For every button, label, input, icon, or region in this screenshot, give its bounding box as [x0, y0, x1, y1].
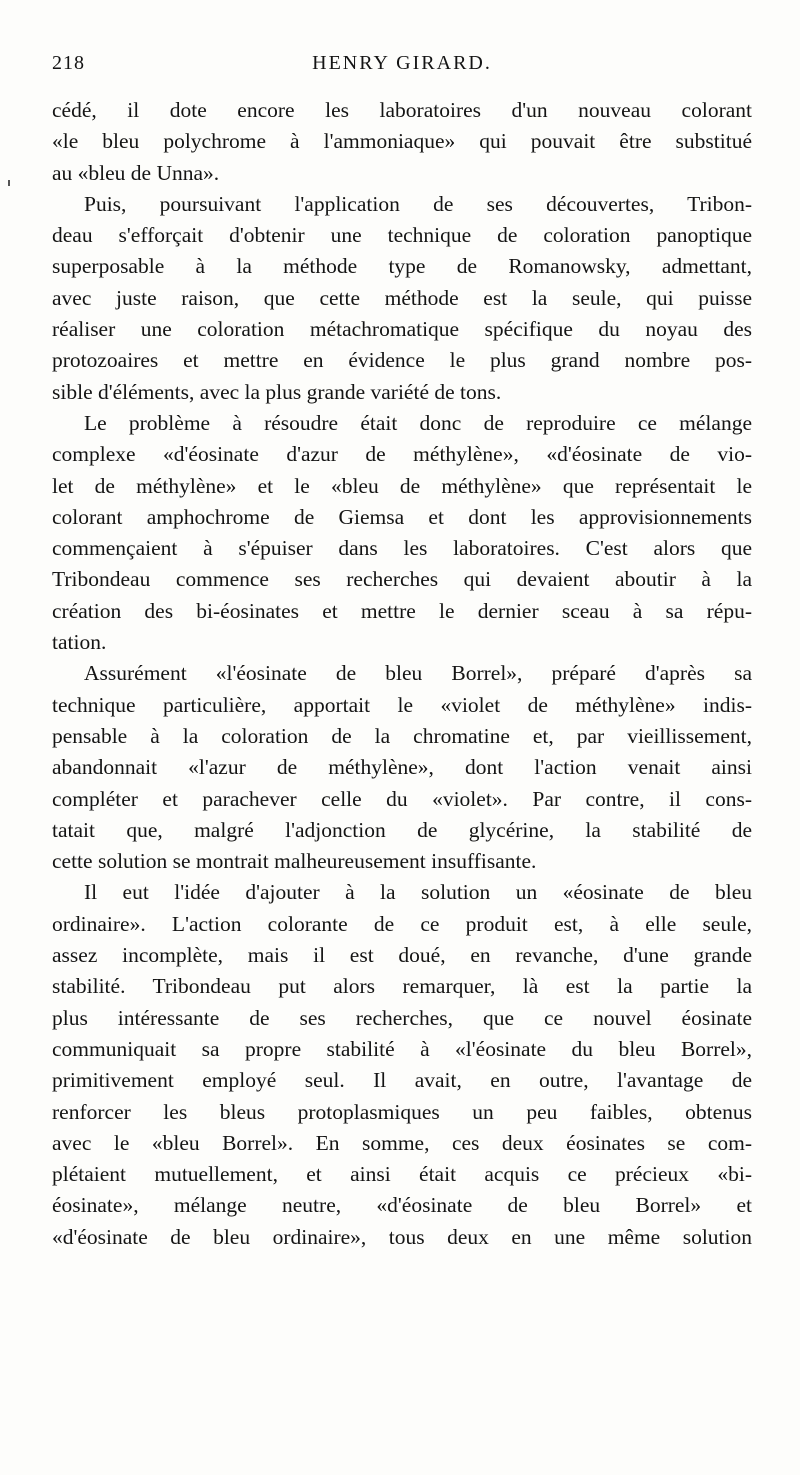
- text-line: protozoaires et mettre en évidence le plus grand nombre pos-: [52, 348, 752, 373]
- text-line: cette solution se montrait malheureusement insuffisante.: [52, 849, 537, 874]
- body-text: [52, 95, 752, 1253]
- text-line: assez incomplète, mais il est doué, en revanche, d'une grande: [52, 943, 752, 968]
- text-line: communiquait sa propre stabilité à «l'éosinate du bleu Borrel»,: [52, 1036, 752, 1061]
- text-line: plétaient mutuellement, et ainsi était acquis ce précieux «bi-: [52, 1162, 752, 1187]
- text-line: «d'éosinate de bleu ordinaire», tous deux en une même solution: [52, 1224, 752, 1249]
- text-line: «le bleu polychrome à l'ammoniaque» qui pouvait être substitué: [52, 129, 752, 154]
- text-line: let de méthylène» et le «bleu de méthylène» que représentait le: [52, 473, 752, 498]
- text-line: Il eut l'idée d'ajouter à la solution un «éosinate de bleu: [84, 880, 752, 905]
- text-line: avec juste raison, que cette méthode est la seule, qui puisse: [52, 285, 752, 310]
- text-line: primitivement employé seul. Il avait, en outre, l'avantage de: [52, 1068, 752, 1093]
- text-line: avec le «bleu Borrel». En somme, ces deux éosinates se com-: [52, 1130, 752, 1155]
- text-line: commençaient à s'épuiser dans les laboratoires. C'est alors que: [52, 536, 752, 561]
- running-title: HENRY GIRARD.: [312, 52, 492, 74]
- text-line: Tribondeau commence ses recherches qui devaient aboutir à la: [52, 567, 752, 592]
- text-line: renforcer les bleus protoplasmiques un peu faibles, obtenus: [52, 1099, 752, 1124]
- text-line: compléter et parachever celle du «violet». Par contre, il cons-: [52, 786, 752, 811]
- text-line: sible d'éléments, avec la plus grande variété de tons.: [52, 379, 502, 404]
- text-line: au «bleu de Unna».: [52, 160, 220, 185]
- text-line: création des bi-éosinates et mettre le dernier sceau à sa répu-: [52, 598, 752, 623]
- text-line: deau s'efforçait d'obtenir une technique de coloration panoptique: [52, 223, 752, 248]
- text-line: abandonnait «l'azur de méthylène», dont l'action venait ainsi: [52, 755, 752, 780]
- text-line: superposable à la méthode type de Romanowsky, admettant,: [52, 254, 752, 279]
- text-line: colorant amphochrome de Giemsa et dont les approvisionnements: [52, 504, 752, 529]
- text-line: cédé, il dote encore les laboratoires d'un nouveau colorant: [52, 98, 752, 122]
- stray-ink-mark: [8, 180, 10, 186]
- text-line: tation.: [52, 630, 107, 655]
- text-line: technique particulière, apportait le «violet de méthylène» indis-: [52, 692, 752, 717]
- text-line: réaliser une coloration métachromatique spécifique du noyau des: [52, 317, 752, 342]
- text-line: pensable à la coloration de la chromatine et, par vieillissement,: [52, 723, 752, 748]
- text-line: Le problème à résoudre était donc de reproduire ce mélange: [84, 410, 752, 435]
- page-header: [52, 52, 752, 82]
- text-line: plus intéressante de ses recherches, que ce nouvel éosinate: [52, 1005, 752, 1030]
- text-line: tatait que, malgré l'adjonction de glycérine, la stabilité de: [52, 817, 752, 842]
- text-line: Assurément «l'éosinate de bleu Borrel», préparé d'après sa: [84, 661, 752, 686]
- text-line: stabilité. Tribondeau put alors remarquer, là est la partie la: [52, 974, 752, 999]
- text-line: complexe «d'éosinate d'azur de méthylène», «d'éosinate de vio-: [52, 442, 752, 467]
- text-line: éosinate», mélange neutre, «d'éosinate de bleu Borrel» et: [52, 1193, 752, 1218]
- text-line: ordinaire». L'action colorante de ce produit est, à elle seule,: [52, 911, 752, 936]
- page-number: 218: [52, 52, 85, 74]
- text-line: Puis, poursuivant l'application de ses découvertes, Tribon-: [84, 191, 752, 216]
